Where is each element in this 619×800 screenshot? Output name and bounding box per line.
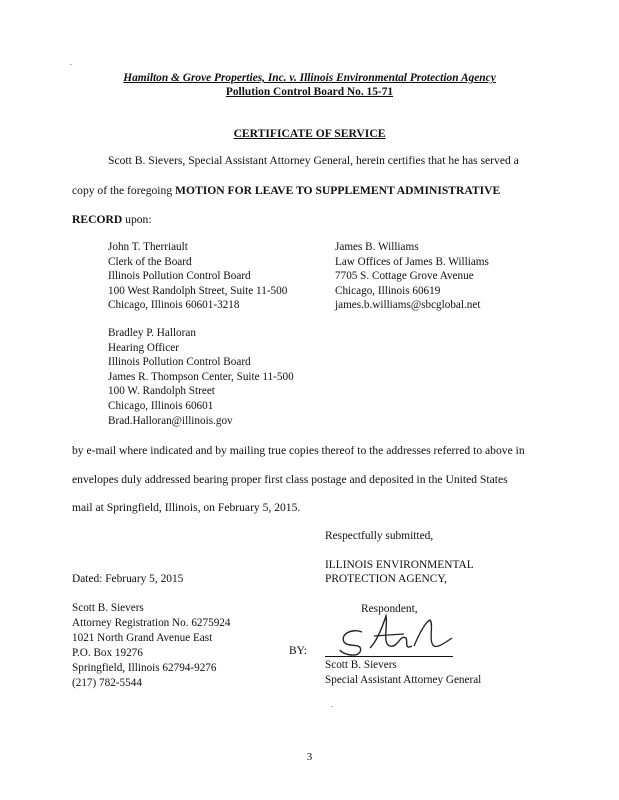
certificate-title: CERTIFICATE OF SERVICE xyxy=(233,127,386,140)
address-line: James B. Williams xyxy=(335,241,419,253)
agency-name-line2: PROTECTION AGENCY, xyxy=(325,573,447,585)
motion-title: MOTION FOR LEAVE TO SUPPLEMENT ADMINISTRATIVE xyxy=(175,184,501,197)
handwritten-signature xyxy=(334,612,454,660)
by-label: BY: xyxy=(289,645,307,657)
address-line: John T. Therriault xyxy=(108,241,188,253)
body-text: upon: xyxy=(122,213,152,226)
attorney-contact-block xyxy=(72,601,230,691)
attorney-line: (217) 782-5544 xyxy=(72,677,142,689)
address-line: Illinois Pollution Control Board xyxy=(108,270,251,283)
attorney-line: Scott B. Sievers xyxy=(72,602,144,614)
case-caption-number: Pollution Control Board No. 15-71 xyxy=(225,86,394,98)
address-line: Hearing Officer xyxy=(108,341,179,354)
attorney-line: Springfield, Illinois 62794-9276 xyxy=(72,662,217,674)
case-caption-title: Hamilton & Grove Properties, Inc. v. Illinois Environmental Protection Agency xyxy=(123,72,496,84)
address-line: Chicago, Illinois 60601-3218 xyxy=(108,299,240,312)
address-line: James R. Thompson Center, Suite 11-500 xyxy=(108,370,294,383)
respondent-label: Respondent, xyxy=(361,603,418,615)
address-line: Clerk of the Board xyxy=(108,255,192,268)
attorney-line: Attorney Registration No. 6275924 xyxy=(72,617,231,629)
address-line: Law Offices of James B. Williams xyxy=(335,255,489,268)
signer-title: Special Assistant Attorney General xyxy=(325,674,482,686)
body-paragraph-line: envelopes duly addressed bearing proper first class postage and deposited in the United States xyxy=(72,473,508,486)
address-line: 100 West Randolph Street, Suite 11-500 xyxy=(108,284,288,297)
address-line: Illinois Pollution Control Board xyxy=(108,356,251,369)
signature-line xyxy=(325,656,453,657)
recipient-address-right xyxy=(335,240,489,313)
address-line: 7705 S. Cottage Grove Avenue xyxy=(335,270,474,283)
agency-name-line1: ILLINOIS ENVIRONMENTAL xyxy=(325,559,474,571)
email-address: Brad.Halloran@illinois.gov xyxy=(108,414,233,427)
recipient-address-left xyxy=(108,240,287,313)
attorney-line: 1021 North Grand Avenue East xyxy=(72,632,213,644)
recipient-address-hearing-officer xyxy=(108,326,294,428)
email-address: james.b.williams@sbcglobal.net xyxy=(335,299,481,312)
stray-mark: . xyxy=(331,700,333,709)
body-text: copy of the foregoing xyxy=(72,184,176,197)
dated-line: Dated: February 5, 2015 xyxy=(72,573,184,585)
body-paragraph-line xyxy=(72,213,152,226)
signer-name: Scott B. Sievers xyxy=(325,659,397,671)
address-line: Chicago, Illinois 60619 xyxy=(335,284,441,297)
page-number: 3 xyxy=(306,751,313,763)
body-paragraph-line: by e-mail where indicated and by mailing true copies thereof to the addresses referred to above in xyxy=(72,444,525,457)
body-paragraph-line: Scott B. Sievers, Special Assistant Attorney General, herein certifies that he has served a xyxy=(108,154,519,167)
address-line: Bradley P. Halloran xyxy=(108,327,196,339)
address-line: 100 W. Randolph Street xyxy=(108,385,215,398)
stray-mark: . xyxy=(70,58,72,67)
attorney-line: P.O. Box 19276 xyxy=(72,647,143,659)
address-line: Chicago, Illinois 60601 xyxy=(108,399,214,412)
body-paragraph-line xyxy=(72,184,500,197)
body-paragraph-line: mail at Springfield, Illinois, on February 5, 2015. xyxy=(72,501,301,514)
respectfully-submitted: Respectfully submitted, xyxy=(325,530,434,542)
motion-title-continued: RECORD xyxy=(72,213,123,226)
